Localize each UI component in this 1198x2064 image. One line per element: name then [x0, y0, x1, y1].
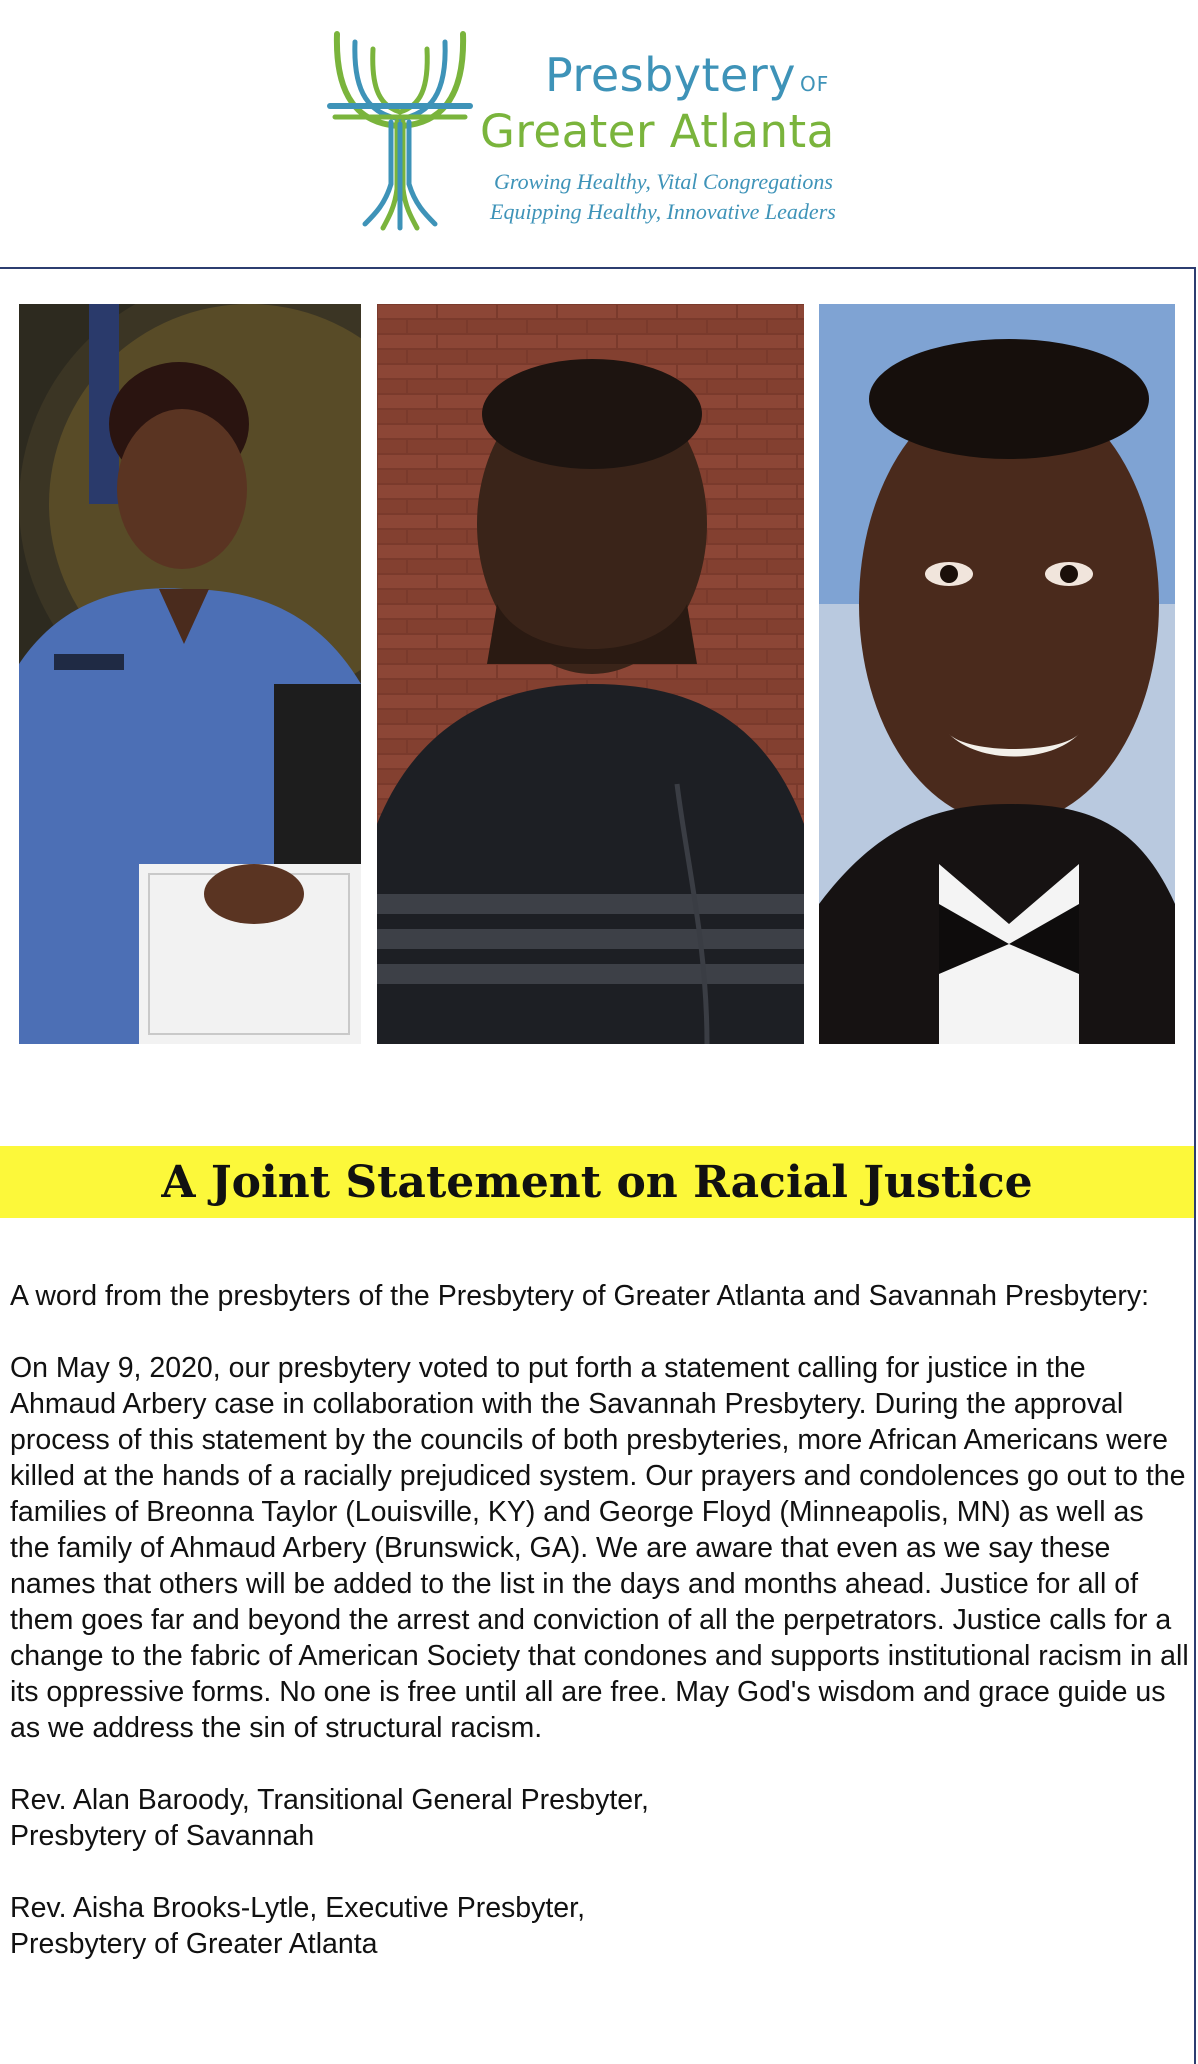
- logo-name-line1: Presbytery OF: [545, 48, 830, 102]
- logo-name-of: OF: [800, 72, 830, 96]
- photo-george-floyd: [377, 304, 804, 1044]
- statement-body: [10, 1278, 1190, 1998]
- title-banner: [0, 1146, 1194, 1218]
- signature-name-title: Rev. Alan Baroody, Transitional General Presbyter,: [10, 1784, 649, 1816]
- signature-block-1: [10, 1782, 1190, 1854]
- presbytery-logo-icon: [325, 14, 475, 232]
- photo-ahmaud-arbery: [819, 304, 1175, 1044]
- page-title: A Joint Statement on Racial Justice: [161, 1156, 1033, 1208]
- signature-org: Presbytery of Savannah: [10, 1820, 315, 1852]
- signature-block-2: [10, 1890, 1190, 1962]
- statement-paragraph: On May 9, 2020, our presbytery voted to put forth a statement calling for justice in the Ahmaud Arbery case in collaboration with the Savannah Presbytery. During the approval process of this statement by the councils of both presbyteries, more African Americans were killed at the hands of a racially prejudiced system. Our prayers and condolences go out to the families of Breonna Taylor (Louisville, KY) and George Floyd (Minneapolis, MN) as well as the family of Ahmaud Arbery (Brunswick, GA). We are aware that even as we say these names that others will be added to the list in the days and months ahead. Justice for all of them goes far and beyond the arrest and conviction of all the perpetrators. Justice calls for a change to the fabric of American Society that condones and supports institutional racism in all its oppressive forms. No one is free until all are free. May God's wisdom and grace guide us as we address the sin of structural racism.: [10, 1352, 1189, 1744]
- signature-org: Presbytery of Greater Atlanta: [10, 1928, 378, 1960]
- presbytery-wordmark: [480, 48, 900, 227]
- logo-tagline-1: Growing Healthy, Vital Congregations: [494, 169, 833, 194]
- signature-name-title: Rev. Aisha Brooks-Lytle, Executive Presbyter,: [10, 1892, 585, 1924]
- intro-paragraph: A word from the presbyters of the Presbytery of Greater Atlanta and Savannah Presbytery:: [10, 1280, 1149, 1312]
- header: [0, 0, 1198, 268]
- logo-tagline-2: Equipping Healthy, Innovative Leaders: [490, 199, 836, 224]
- photo-breonna-taylor: [19, 304, 361, 1044]
- logo-name-line2: Greater Atlanta: [480, 105, 835, 158]
